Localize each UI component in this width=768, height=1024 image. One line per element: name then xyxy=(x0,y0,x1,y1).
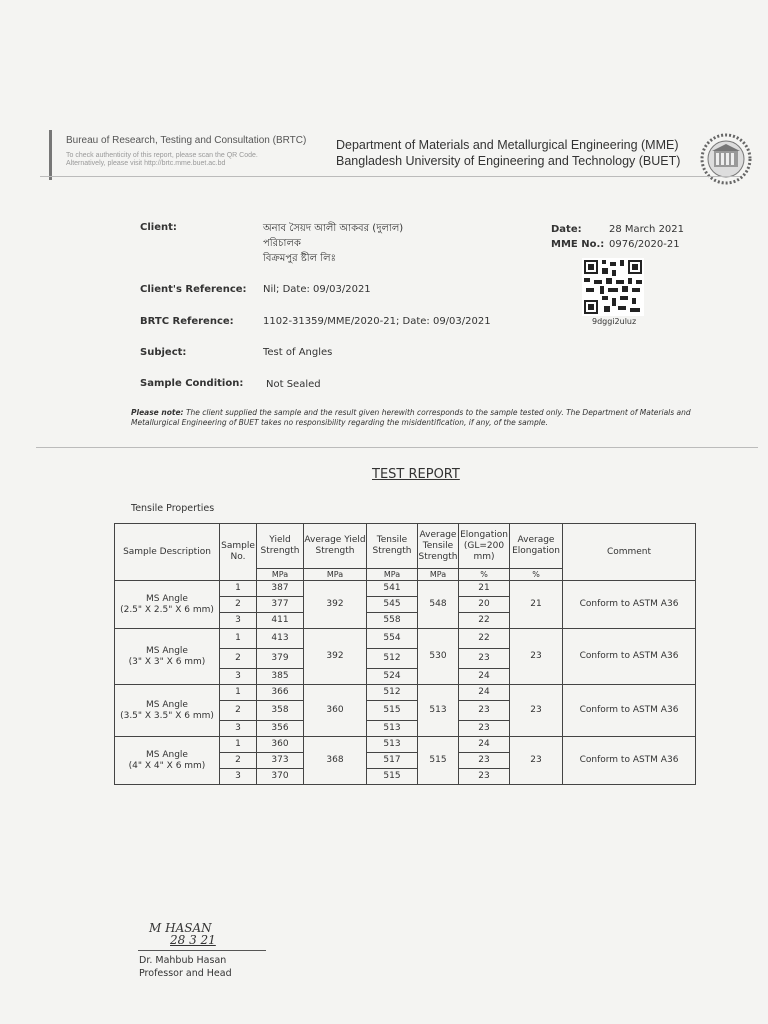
brtc-reference-label: BRTC Reference: xyxy=(140,316,234,327)
sample-no: 2 xyxy=(220,753,257,769)
table-header-row xyxy=(115,524,696,569)
tensile-value: 558 xyxy=(367,613,418,629)
comment-value: Conform to ASTM A36 xyxy=(563,737,696,785)
avg-tensile-value: 530 xyxy=(418,629,459,685)
department-heading xyxy=(336,137,680,169)
elongation-value: 21 xyxy=(459,581,510,597)
tensile-value: 524 xyxy=(367,669,418,685)
col-header-comment: Comment xyxy=(563,524,696,581)
sample-description xyxy=(115,685,220,737)
col-header-elongation: Elongation (GL=200 mm) xyxy=(459,524,510,569)
avg-yield-value: 368 xyxy=(304,737,367,785)
sample-type: MS Angle xyxy=(146,699,188,710)
sample-no: 2 xyxy=(220,649,257,669)
qr-caption: 9dggi2uluz xyxy=(592,317,637,326)
table-row xyxy=(115,581,696,597)
comment-value: Conform to ASTM A36 xyxy=(563,629,696,685)
client-label: Client: xyxy=(140,222,177,233)
yield-value: 411 xyxy=(257,613,304,629)
unit-avg-tensile: MPa xyxy=(418,569,459,581)
avg-elongation-value: 23 xyxy=(510,629,563,685)
tensile-value: 517 xyxy=(367,753,418,769)
elongation-value: 23 xyxy=(459,701,510,721)
brtc-note xyxy=(66,152,326,168)
department-line-1: Department of Materials and Metallurgical Engineering (MME) xyxy=(336,138,679,152)
date-label: Date: xyxy=(551,224,582,235)
date-value: 28 March 2021 xyxy=(609,224,685,235)
avg-elongation-value: 23 xyxy=(510,737,563,785)
section-label: Tensile Properties xyxy=(131,503,215,514)
sample-no: 1 xyxy=(220,737,257,753)
sample-no: 1 xyxy=(220,629,257,649)
qr-code-icon xyxy=(582,258,644,316)
sample-no: 3 xyxy=(220,669,257,685)
sample-description xyxy=(115,629,220,685)
mme-number-label: MME No.: xyxy=(551,239,605,250)
col-header-avg-yield: Average Yield Strength xyxy=(304,524,367,569)
tensile-value: 513 xyxy=(367,737,418,753)
col-header-description: Sample Description xyxy=(115,524,220,581)
elongation-value: 24 xyxy=(459,669,510,685)
tensile-value: 513 xyxy=(367,721,418,737)
report-title: TEST REPORT xyxy=(372,467,460,482)
unit-avg-elongation: % xyxy=(510,569,563,581)
sample-condition-value: Not Sealed xyxy=(266,379,321,390)
elongation-value: 22 xyxy=(459,629,510,649)
avg-tensile-value: 548 xyxy=(418,581,459,629)
sample-no: 3 xyxy=(220,613,257,629)
tensile-value: 554 xyxy=(367,629,418,649)
table-row xyxy=(115,685,696,701)
handwritten-signature: M HASAN xyxy=(149,921,212,935)
clients-reference-label: Client's Reference: xyxy=(140,284,247,295)
disclaimer-text: The client supplied the sample and the result given herewith corresponds to the sample tested only. The Department of Materials and Metallurgical Engineering of BUET takes no responsibility regarding the misidentification, if any, of the sample. xyxy=(131,408,691,427)
signature-line xyxy=(138,950,266,951)
col-header-avg-elongation: Average Elongation xyxy=(510,524,563,569)
tensile-value: 515 xyxy=(367,769,418,785)
yield-value: 377 xyxy=(257,597,304,613)
sample-description xyxy=(115,581,220,629)
department-line-2: Bangladesh University of Engineering and Technology (BUET) xyxy=(336,154,681,168)
elongation-value: 22 xyxy=(459,613,510,629)
yield-value: 360 xyxy=(257,737,304,753)
mme-number-value: 0976/2020-21 xyxy=(609,239,680,250)
yield-value: 373 xyxy=(257,753,304,769)
clients-reference-value: Nil; Date: 09/03/2021 xyxy=(263,284,371,295)
yield-value: 356 xyxy=(257,721,304,737)
avg-elongation-value: 23 xyxy=(510,685,563,737)
elongation-value: 20 xyxy=(459,597,510,613)
comment-value: Conform to ASTM A36 xyxy=(563,685,696,737)
section-divider xyxy=(36,447,758,448)
brtc-reference-value: 1102-31359/MME/2020-21; Date: 09/03/2021 xyxy=(263,316,491,327)
sample-condition-label: Sample Condition: xyxy=(140,378,244,389)
sample-no: 3 xyxy=(220,721,257,737)
avg-tensile-value: 515 xyxy=(418,737,459,785)
header-accent-bar xyxy=(49,130,52,180)
table-row xyxy=(115,737,696,753)
brtc-title: Bureau of Research, Testing and Consultation (BRTC) xyxy=(66,135,307,146)
sample-description xyxy=(115,737,220,785)
tensile-results-table xyxy=(114,523,696,785)
brtc-note-line-1: To check authenticity of this report, please scan the QR Code. xyxy=(66,152,258,159)
sample-type: MS Angle xyxy=(146,593,188,604)
col-header-sample-no: Sample No. xyxy=(220,524,257,581)
avg-yield-value: 392 xyxy=(304,629,367,685)
col-header-avg-tensile: Average Tensile Strength xyxy=(418,524,459,569)
subject-label: Subject: xyxy=(140,347,187,358)
yield-value: 370 xyxy=(257,769,304,785)
tensile-value: 545 xyxy=(367,597,418,613)
yield-value: 358 xyxy=(257,701,304,721)
yield-value: 366 xyxy=(257,685,304,701)
brtc-note-line-2: Alternatively, please visit http://brtc.mme.buet.ac.bd xyxy=(66,160,226,167)
yield-value: 385 xyxy=(257,669,304,685)
avg-yield-value: 360 xyxy=(304,685,367,737)
tensile-value: 515 xyxy=(367,701,418,721)
sample-size: (4" X 4" X 6 mm) xyxy=(128,760,206,771)
sample-size: (2.5" X 2.5" X 6 mm) xyxy=(120,604,214,615)
disclaimer-lead: Please note: xyxy=(131,408,184,417)
sample-size: (3" X 3" X 6 mm) xyxy=(128,656,206,667)
client-name: অনাব সৈয়দ আলী আকবর (দুলাল) xyxy=(263,223,404,234)
sample-type: MS Angle xyxy=(146,749,188,760)
table-row xyxy=(115,629,696,649)
signatory xyxy=(139,954,232,980)
sample-no: 1 xyxy=(220,581,257,597)
yield-value: 379 xyxy=(257,649,304,669)
comment-value: Conform to ASTM A36 xyxy=(563,581,696,629)
subject-value: Test of Angles xyxy=(263,347,333,358)
unit-tensile: MPa xyxy=(367,569,418,581)
col-header-tensile: Tensile Strength xyxy=(367,524,418,569)
elongation-value: 24 xyxy=(459,737,510,753)
unit-yield: MPa xyxy=(257,569,304,581)
avg-yield-value: 392 xyxy=(304,581,367,629)
sample-type: MS Angle xyxy=(146,645,188,656)
yield-value: 387 xyxy=(257,581,304,597)
elongation-value: 24 xyxy=(459,685,510,701)
sample-no: 3 xyxy=(220,769,257,785)
sample-size: (3.5" X 3.5" X 6 mm) xyxy=(120,710,214,721)
tensile-value: 541 xyxy=(367,581,418,597)
avg-elongation-value: 21 xyxy=(510,581,563,629)
signatory-name: Dr. Mahbub Hasan xyxy=(139,955,227,966)
col-header-yield: Yield Strength xyxy=(257,524,304,569)
sample-no: 1 xyxy=(220,685,257,701)
avg-tensile-value: 513 xyxy=(418,685,459,737)
sample-no: 2 xyxy=(220,701,257,721)
signatory-title: Professor and Head xyxy=(139,968,232,979)
unit-avg-yield: MPa xyxy=(304,569,367,581)
tensile-value: 512 xyxy=(367,685,418,701)
unit-elongation: % xyxy=(459,569,510,581)
elongation-value: 23 xyxy=(459,753,510,769)
header-divider xyxy=(40,176,740,177)
client-company: বিক্রমপুর ষ্টীল লিঃ xyxy=(263,253,336,264)
yield-value: 413 xyxy=(257,629,304,649)
elongation-value: 23 xyxy=(459,721,510,737)
disclaimer-note xyxy=(131,408,716,428)
sample-no: 2 xyxy=(220,597,257,613)
handwritten-date: 28 3 21 xyxy=(170,933,216,947)
elongation-value: 23 xyxy=(459,649,510,669)
client-designation: পরিচালক xyxy=(263,238,301,249)
tensile-value: 512 xyxy=(367,649,418,669)
elongation-value: 23 xyxy=(459,769,510,785)
buet-logo xyxy=(700,133,752,185)
